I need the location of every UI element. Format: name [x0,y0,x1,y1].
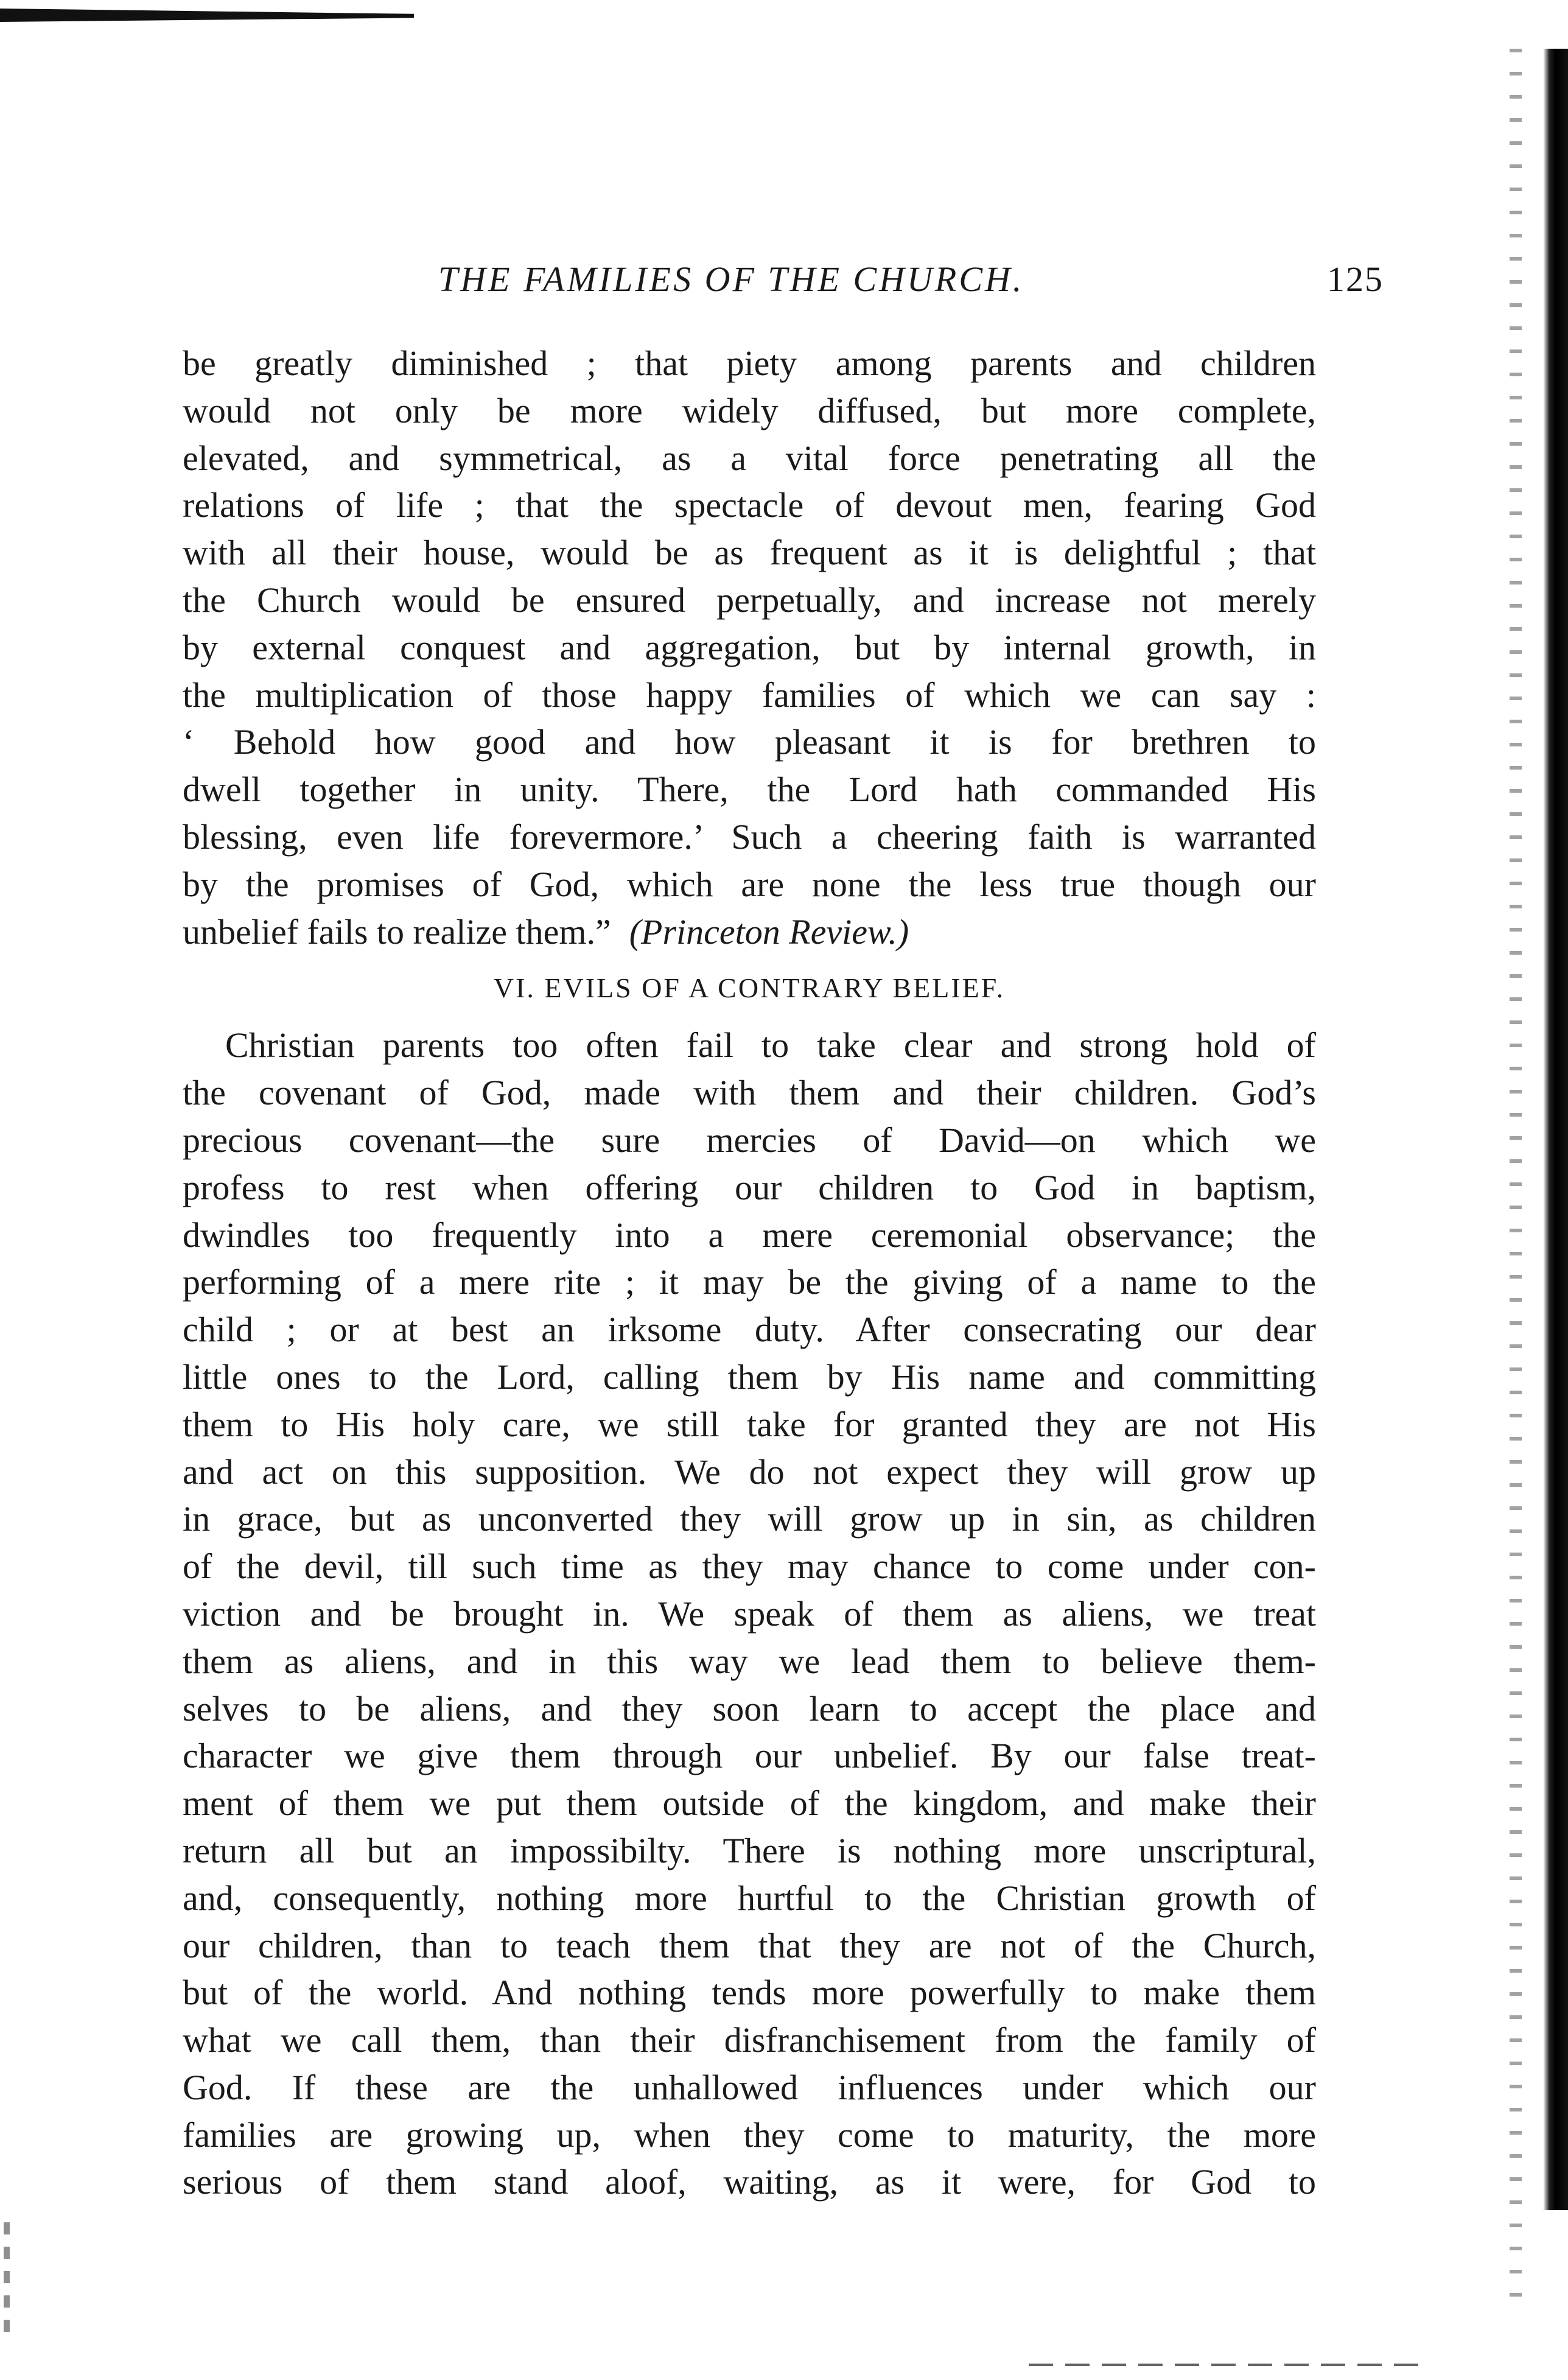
text-line: performing of a mere rite ; it may be the giving of a name to the [183,1262,1316,1302]
text-line: in grace, but as unconverted they will grow up in sin, as children [183,1499,1316,1539]
paragraph-2 [183,1022,1316,2206]
text-line: would not only be more widely diffused, but more complete, [183,390,1316,430]
text-line: profess to rest when offering our children to God in baptism, [183,1167,1316,1207]
text-line: dwindles too frequently into a mere ceremonial observance; the [183,1215,1316,1255]
right-page-edge-shadow [1527,49,1568,2210]
paragraph-1 [183,340,1316,955]
text-line: viction and be brought in. We speak of them as aliens, we treat [183,1593,1316,1634]
bottom-edge-marks [1029,2364,1424,2366]
text-line: God. If these are the unhallowed influences under which our [183,2067,1316,2107]
text-line: by the promises of God, which are none the less true though our [183,864,1316,904]
text-line: selves to be aliens, and they soon learn to accept the place and [183,1688,1316,1729]
text-line: little ones to the Lord, calling them by His name and committing [183,1357,1316,1397]
text-line: ment of them we put them outside of the kingdom, and make their [183,1783,1316,1824]
text-line: precious covenant—the sure mercies of David—on which we [183,1120,1316,1160]
paragraph-1-closing: unbelief fails to realize them.” [183,911,611,952]
text-line: serious of them stand aloof, waiting, as it were, for God to [183,2162,1316,2202]
citation-princeton-review: (Princeton Review.) [629,911,909,952]
text-line: ‘ Behold how good and how pleasant it is for brethren to [183,722,1316,762]
top-edge-rule [0,9,414,22]
text-line: our children, than to teach them that they are not of the Church, [183,1925,1316,1965]
text-line: blessing, even life forevermore.’ Such a cheering faith is warranted [183,816,1316,857]
text-line: dwell together in unity. There, the Lord hath commanded His [183,770,1316,810]
text-line: be greatly diminished ; that piety among parents and children [183,343,1316,383]
left-gutter-marks [4,2222,10,2344]
text-line: them as aliens, and in this way we lead them to believe them- [183,1641,1316,1681]
text-line: return all but an impossibilty. There is nothing more unscriptural, [183,1830,1316,1870]
text-line: relations of life ; that the spectacle of devout men, fearing God [183,485,1316,525]
body-text [183,340,1316,2206]
text-line: the covenant of God, made with them and their children. God’s [183,1073,1316,1113]
text-line: and, consequently, nothing more hurtful to the Christian growth of [183,1878,1316,1918]
text-line-last [183,908,1316,956]
text-line: the Church would be ensured perpetually, and increase not merely [183,580,1316,620]
text-line: child ; or at best an irksome duty. After consecrating our dear [183,1310,1316,1350]
text-line: by external conquest and aggregation, but by internal growth, in [183,627,1316,667]
text-line: and act on this supposition. We do not expect they will grow up [183,1452,1316,1492]
text-line: elevated, and symmetrical, as a vital force penetrating all the [183,438,1316,478]
text-line: the multiplication of those happy families of which we can say : [183,675,1316,715]
right-gutter-specks [1510,49,1522,2301]
text-line: families are growing up, when they come to maturity, the more [183,2115,1316,2155]
text-line: what we call them, than their disfranchisement from the family of [183,2020,1316,2060]
text-line: but of the world. And nothing tends more powerfully to make them [183,1973,1316,2013]
running-header: THE FAMILIES OF THE CHURCH. [438,259,1024,299]
page-number: 125 [1327,259,1384,299]
section-heading: VI. EVILS OF A CONTRARY BELIEF. [493,972,1006,1004]
text-line: Christian parents too often fail to take clear and strong hold of [225,1025,1316,1065]
text-line: character we give them through our unbelief. By our false treat- [183,1736,1316,1776]
text-line: them to His holy care, we still take for granted they are not His [183,1404,1316,1444]
text-line: with all their house, would be as frequent as it is delightful ; that [183,533,1316,573]
text-line: of the devil, till such time as they may chance to come under con- [183,1546,1316,1587]
